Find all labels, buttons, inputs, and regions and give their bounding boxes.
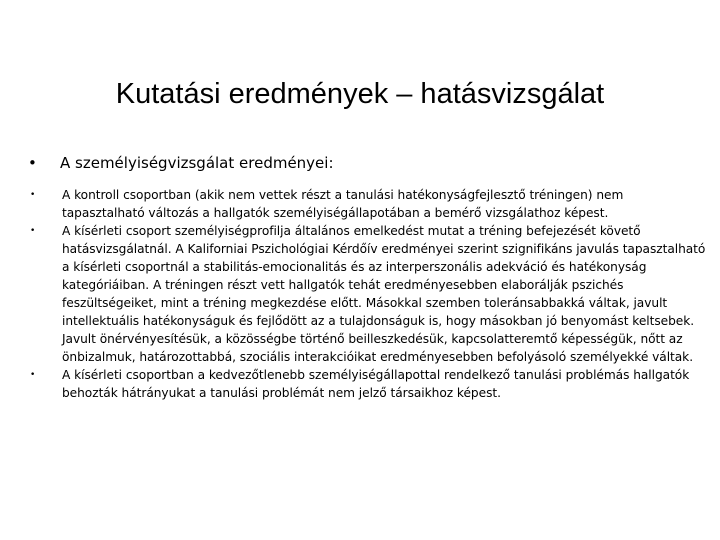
bullet-marker: • (30, 226, 36, 236)
bullet-heading (22, 152, 706, 174)
bullet-text: A személyiségvizsgálat eredményei: (60, 154, 334, 172)
bullet-text: A kontroll csoportban (akik nem vettek részt a tanulási hatékonyságfejlesztő tréningen) nem tapasztalható változás a hallgatók személyiségállapotában a bemérő vizsgálathoz képest. (62, 188, 624, 220)
bullet-experimental-group (22, 222, 706, 366)
bullet-learning-problems (22, 366, 706, 402)
bullet-marker: • (30, 370, 36, 380)
bullet-marker: • (28, 154, 37, 172)
bullet-control-group (22, 186, 706, 222)
slide-title: Kutatási eredmények – hatásvizsgálat (115, 78, 605, 110)
bullet-text: A kísérleti csoportban a kedvezőtlenebb személyiségállapottal rendelkező tanulási problémás hallgatók behozták hátrányukat a tanulási problémát nem jelző társaikhoz képest. (62, 368, 690, 400)
bullet-marker: • (30, 190, 36, 200)
bullet-list (22, 152, 706, 402)
bullet-text: A kísérleti csoport személyiségprofilja általános emelkedést mutat a tréning befejezését követő hatásvizsgálatnál. A Kaliforniai Pszichológiai Kérdőív eredményei szerint szignifikáns javulás tapasztalható a kísérleti csoportnál a stabilitás-emocionalitás és az interperszonális adekváció és hatékonyság kategóriáiban. A tréningen részt vett hallgatók tehát eredményesebben elaborálják pszichés feszültségeiket, mint a tréning megkezdése előtt. Másokkal szemben toleránsabbakká váltak, javult intellektuális hatékonyságuk és fejlődött az a tulajdonságuk is, hogy másokban jó benyomást keltsebek. Javult önérvényesítésük, a közösségbe történő beilleszkedésük, kapcsolatteremtő képességük, nőtt az önbizalmuk, határozottabbá, szociális interakcióikat eredményesebben befolyásoló személyekké váltak. (62, 224, 706, 364)
